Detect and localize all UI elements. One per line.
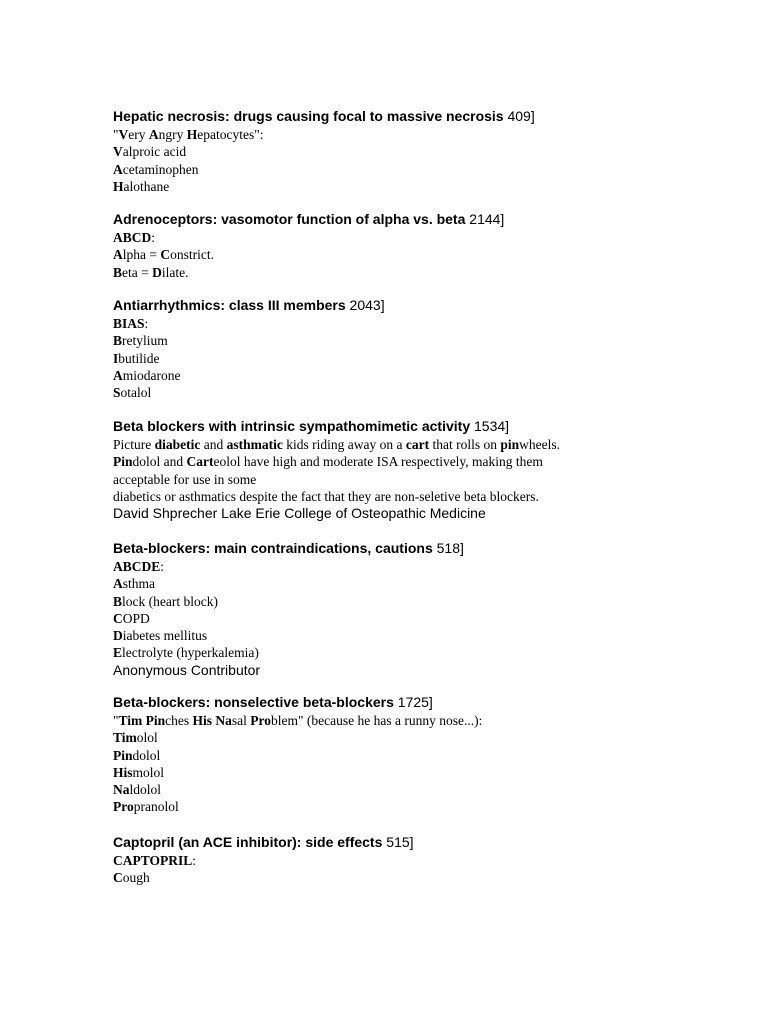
- section-ref-number: 1534]: [474, 418, 510, 434]
- mnemonic-letter: A: [113, 367, 123, 383]
- mnemonic-letter: C: [113, 870, 123, 886]
- mnemonic-line: [113, 712, 723, 729]
- line-text: diabetics or asthmatics despite the fact that they are non-seletive beta blockers.: [113, 488, 539, 504]
- line-text: alothane: [123, 178, 170, 194]
- mnemonic-line: [113, 367, 723, 384]
- mnemonic-letter: ABCDE: [113, 559, 161, 574]
- mnemonic-line: [113, 178, 723, 195]
- mnemonic-section: [113, 211, 723, 281]
- mnemonic-letter: asthmatic: [226, 437, 283, 452]
- section-heading: [113, 211, 723, 228]
- line-text: retylium: [122, 333, 168, 349]
- mnemonic-letter: A: [113, 161, 123, 177]
- mnemonic-line: [113, 575, 723, 592]
- mnemonic-letter: Cart: [186, 454, 214, 470]
- mnemonic-line: [113, 471, 723, 488]
- line-text: butilide: [118, 350, 160, 366]
- line-text: iabetes mellitus: [122, 628, 208, 644]
- line-text: ": [113, 713, 119, 728]
- mnemonic-section: [113, 297, 723, 401]
- line-text: ery: [128, 127, 149, 142]
- mnemonic-letter: C: [113, 610, 123, 626]
- mnemonic-line: [113, 764, 723, 781]
- line-text: epatocytes":: [197, 127, 264, 142]
- mnemonic-line: [113, 246, 723, 263]
- section-ref-number: 2043]: [349, 297, 385, 313]
- mnemonic-letter: A: [113, 576, 123, 592]
- mnemonic-section: [113, 418, 723, 522]
- line-text: miodarone: [122, 367, 181, 383]
- mnemonic-line: [113, 161, 723, 178]
- mnemonic-letter: C: [160, 247, 171, 263]
- line-text: lectrolyte (hyperkalemia): [122, 645, 259, 661]
- mnemonic-line: [113, 558, 723, 575]
- mnemonic-letter: Tim: [113, 730, 137, 746]
- mnemonic-line: [113, 627, 723, 644]
- line-text: alproic acid: [122, 144, 187, 160]
- mnemonic-letter: cart: [405, 437, 430, 452]
- mnemonic-letter: V: [118, 127, 129, 142]
- section-ref-number: 518]: [436, 540, 464, 556]
- section-ref-number: 409]: [507, 108, 535, 124]
- mnemonic-letter: B: [113, 593, 123, 609]
- line-text: wheels.: [519, 437, 560, 452]
- section-heading: [113, 540, 723, 557]
- mnemonic-line: [113, 593, 723, 610]
- line-text: ": [113, 127, 119, 142]
- line-text: Picture: [113, 437, 155, 452]
- mnemonic-letter: CAPTOPRIL: [113, 853, 193, 868]
- line-text: that rolls on: [429, 437, 501, 452]
- mnemonic-line: [113, 126, 723, 143]
- mnemonic-letter: BIAS: [113, 316, 145, 331]
- line-text: acceptable for use in some: [113, 471, 257, 487]
- mnemonic-line: [113, 229, 723, 246]
- line-text: eolol have high and moderate ISA respectively, making them: [213, 454, 543, 470]
- mnemonic-line: [113, 644, 723, 661]
- line-text: sal: [231, 713, 251, 728]
- line-text: olol: [136, 730, 158, 746]
- mnemonic-section: [113, 694, 723, 816]
- mnemonic-line: [113, 781, 723, 798]
- line-text: dolol: [132, 747, 161, 763]
- mnemonic-letter: Pro: [113, 799, 134, 815]
- mnemonic-section: [113, 834, 723, 887]
- mnemonic-line: [113, 852, 723, 869]
- section-ref-number: 515]: [386, 834, 414, 850]
- contributor-credit: David Shprecher Lake Erie College of Osteopathic Medicine: [113, 505, 486, 522]
- section-heading: [113, 694, 723, 711]
- line-text: :: [151, 230, 156, 245]
- section-heading: [113, 108, 723, 125]
- section-title: Antiarrhythmics: class III members: [113, 297, 346, 313]
- line-text: :: [192, 853, 197, 868]
- line-text: :: [144, 316, 149, 331]
- section-title: Beta-blockers: nonselective beta-blockers: [113, 694, 394, 710]
- mnemonic-line: [113, 315, 723, 332]
- line-text: molol: [132, 764, 165, 780]
- line-text: ough: [122, 870, 150, 886]
- mnemonic-line: [113, 143, 723, 160]
- section-heading: [113, 297, 723, 314]
- section-heading: [113, 834, 723, 851]
- mnemonic-line: [113, 264, 723, 281]
- mnemonic-letter: Tim Pin: [118, 713, 166, 728]
- line-text: dolol and: [132, 454, 187, 470]
- mnemonic-line: [113, 747, 723, 764]
- mnemonic-section: [113, 540, 723, 679]
- mnemonic-line: [113, 350, 723, 367]
- line-text: ldolol: [129, 782, 162, 798]
- contributor-credit: Anonymous Contributor: [113, 661, 261, 678]
- mnemonic-letter: Pin: [113, 747, 133, 763]
- mnemonic-line: [113, 436, 723, 453]
- mnemonic-letter: I: [113, 350, 119, 366]
- section-title: Beta-blockers: main contraindications, cautions: [113, 540, 433, 556]
- mnemonic-letter: H: [113, 178, 124, 194]
- mnemonic-section: [113, 108, 723, 195]
- section-ref-number: 1725]: [397, 694, 433, 710]
- mnemonic-line: [113, 488, 723, 505]
- mnemonic-letter: diabetic: [154, 437, 201, 452]
- mnemonic-letter: D: [152, 264, 162, 280]
- section-title: Beta blockers with intrinsic sympathomimetic activity: [113, 418, 471, 434]
- line-text: kids riding away on a: [282, 437, 406, 452]
- mnemonic-letter: A: [148, 127, 159, 142]
- mnemonic-letter: ABCD: [113, 230, 152, 245]
- mnemonic-letter: A: [113, 247, 123, 263]
- line-text: blem" (because he has a runny nose...):: [271, 713, 483, 728]
- mnemonic-line: [113, 869, 723, 886]
- section-title: Adrenoceptors: vasomotor function of alpha vs. beta: [113, 211, 466, 227]
- line-text: lock (heart block): [122, 593, 218, 609]
- mnemonic-letter: His: [113, 764, 133, 780]
- section-ref-number: 2144]: [469, 211, 505, 227]
- mnemonic-letter: Pro: [250, 713, 272, 728]
- section-title: Captopril (an ACE inhibitor): side effects: [113, 834, 383, 850]
- mnemonic-letter: B: [113, 264, 123, 280]
- mnemonic-line: [113, 798, 723, 815]
- line-text: pranolol: [133, 799, 179, 815]
- line-text: OPD: [122, 610, 150, 626]
- mnemonic-letter: H: [186, 127, 198, 142]
- line-text: sthma: [122, 576, 155, 592]
- line-text: and: [200, 437, 227, 452]
- line-text: lpha =: [122, 247, 161, 263]
- section-heading: [113, 418, 723, 435]
- mnemonic-letter: Pin: [113, 454, 133, 470]
- mnemonic-line: [113, 729, 723, 746]
- line-text: onstrict.: [170, 247, 214, 263]
- mnemonic-line: [113, 610, 723, 627]
- mnemonic-letter: D: [113, 628, 123, 644]
- mnemonic-letter: B: [113, 333, 123, 349]
- line-text: ches: [165, 713, 193, 728]
- mnemonic-letter: E: [113, 645, 123, 661]
- line-text: ngry: [158, 127, 187, 142]
- mnemonic-letter: Na: [113, 782, 130, 798]
- mnemonic-letter: His Na: [192, 713, 232, 728]
- line-text: eta =: [122, 264, 153, 280]
- line-text: :: [160, 559, 165, 574]
- section-title: Hepatic necrosis: drugs causing focal to massive necrosis: [113, 108, 504, 124]
- mnemonic-letter: V: [113, 144, 123, 160]
- mnemonic-letter: S: [113, 385, 121, 401]
- mnemonic-line: [113, 384, 723, 401]
- mnemonic-line: [113, 332, 723, 349]
- line-text: ilate.: [161, 264, 189, 280]
- mnemonic-line: [113, 453, 723, 470]
- line-text: cetaminophen: [122, 161, 199, 177]
- mnemonic-letter: pin: [500, 437, 520, 452]
- line-text: otalol: [120, 385, 152, 401]
